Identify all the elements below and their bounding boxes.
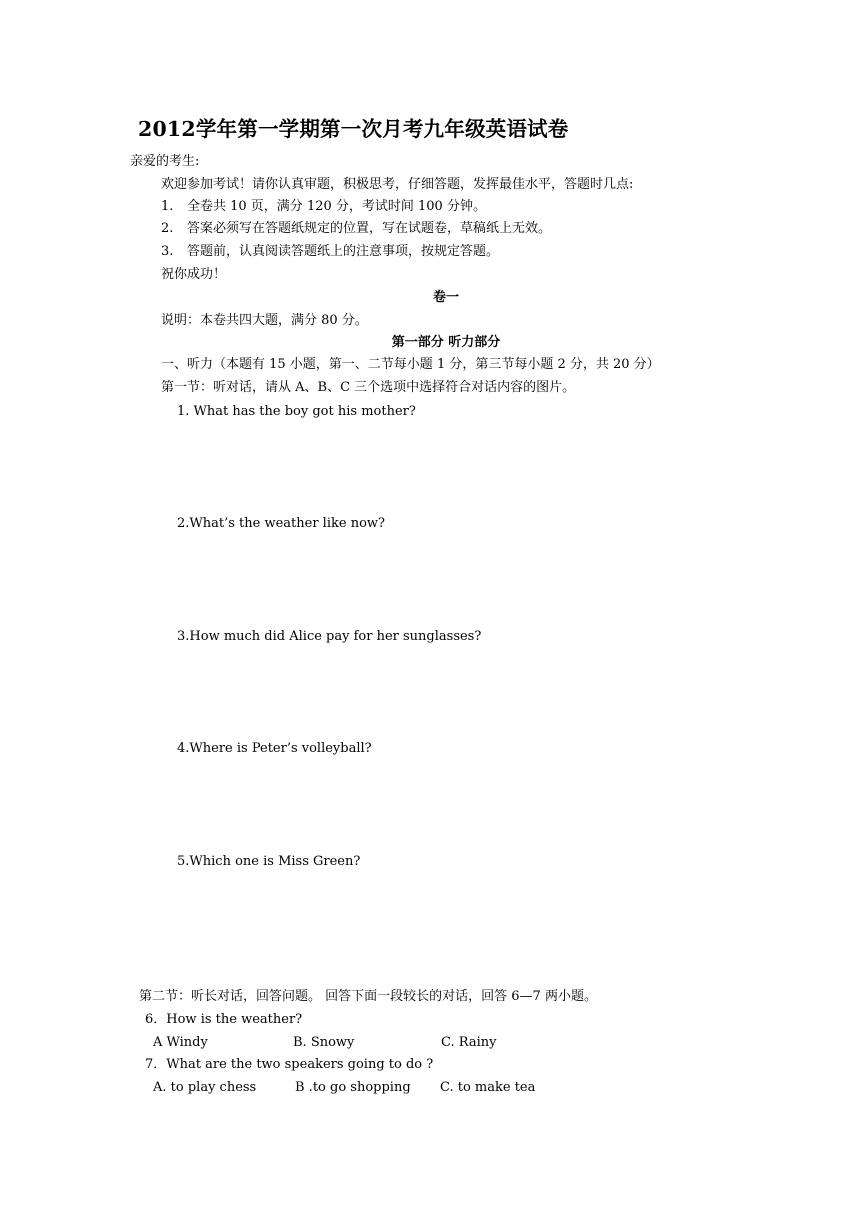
section2-intro: 第二节：听长对话，回答问题。 回答下面一段较长的对话，回答 6—7 两小题。: [139, 989, 597, 1004]
rule-text: 答题前，认真阅读答题纸上的注意事项，按规定答题。: [187, 244, 500, 259]
greeting: 亲爱的考生:: [130, 154, 200, 169]
rule-item: [161, 243, 499, 261]
q6-option-c: C. Rainy: [441, 1035, 497, 1050]
question-5: 5.Which one is Miss Green?: [177, 854, 361, 869]
question-3: 3.How much did Alice pay for her sunglasses?: [177, 629, 482, 644]
rule-number: 1.: [161, 199, 174, 214]
exam-title: 2012学年第一学期第一次月考九年级英语试卷: [138, 117, 569, 141]
q6-option-b: B. Snowy: [293, 1035, 355, 1050]
question-2: 2.What’s the weather like now?: [177, 516, 385, 531]
wish-text: 祝你成功！: [161, 267, 227, 282]
part-heading: 第一部分 听力部分: [391, 335, 501, 350]
rule-item: [161, 198, 486, 216]
volume-note: 说明：本卷共四大题，满分 80 分。: [161, 313, 368, 328]
rule-text: 全卷共 10 页，满分 120 分，考试时间 100 分钟。: [187, 199, 486, 214]
rule-text: 答案必须写在答题纸规定的位置，写在试题卷，草稿纸上无效。: [187, 221, 552, 236]
welcome-text: 欢迎参加考试！请你认真审题，积极思考，仔细答题，发挥最佳水平，答题时几点:: [161, 177, 634, 192]
q7-option-a: A. to play chess: [153, 1080, 257, 1095]
q6-option-a: A Windy: [153, 1035, 208, 1050]
question-4: 4.Where is Peter’s volleyball?: [177, 741, 372, 756]
question-1: 1. What has the boy got his mother?: [177, 404, 416, 419]
rule-number: 2.: [161, 221, 174, 236]
listening-intro: 一、听力（本题有 15 小题，第一、二节每小题 1 分，第三节每小题 2 分，共 20 分）: [161, 357, 660, 372]
question-7: 7．What are the two speakers going to do ?: [145, 1057, 434, 1072]
volume-heading: 卷一: [432, 290, 459, 305]
question-6: 6．How is the weather?: [145, 1012, 303, 1027]
q7-option-c: C. to make tea: [440, 1080, 536, 1095]
q7-option-b: B .to go shopping: [295, 1080, 411, 1095]
rule-number: 3.: [161, 244, 174, 259]
section1-intro: 第一节：听对话，请从 A、B、C 三个选项中选择符合对话内容的图片。: [161, 380, 576, 395]
rule-item: [161, 220, 551, 238]
